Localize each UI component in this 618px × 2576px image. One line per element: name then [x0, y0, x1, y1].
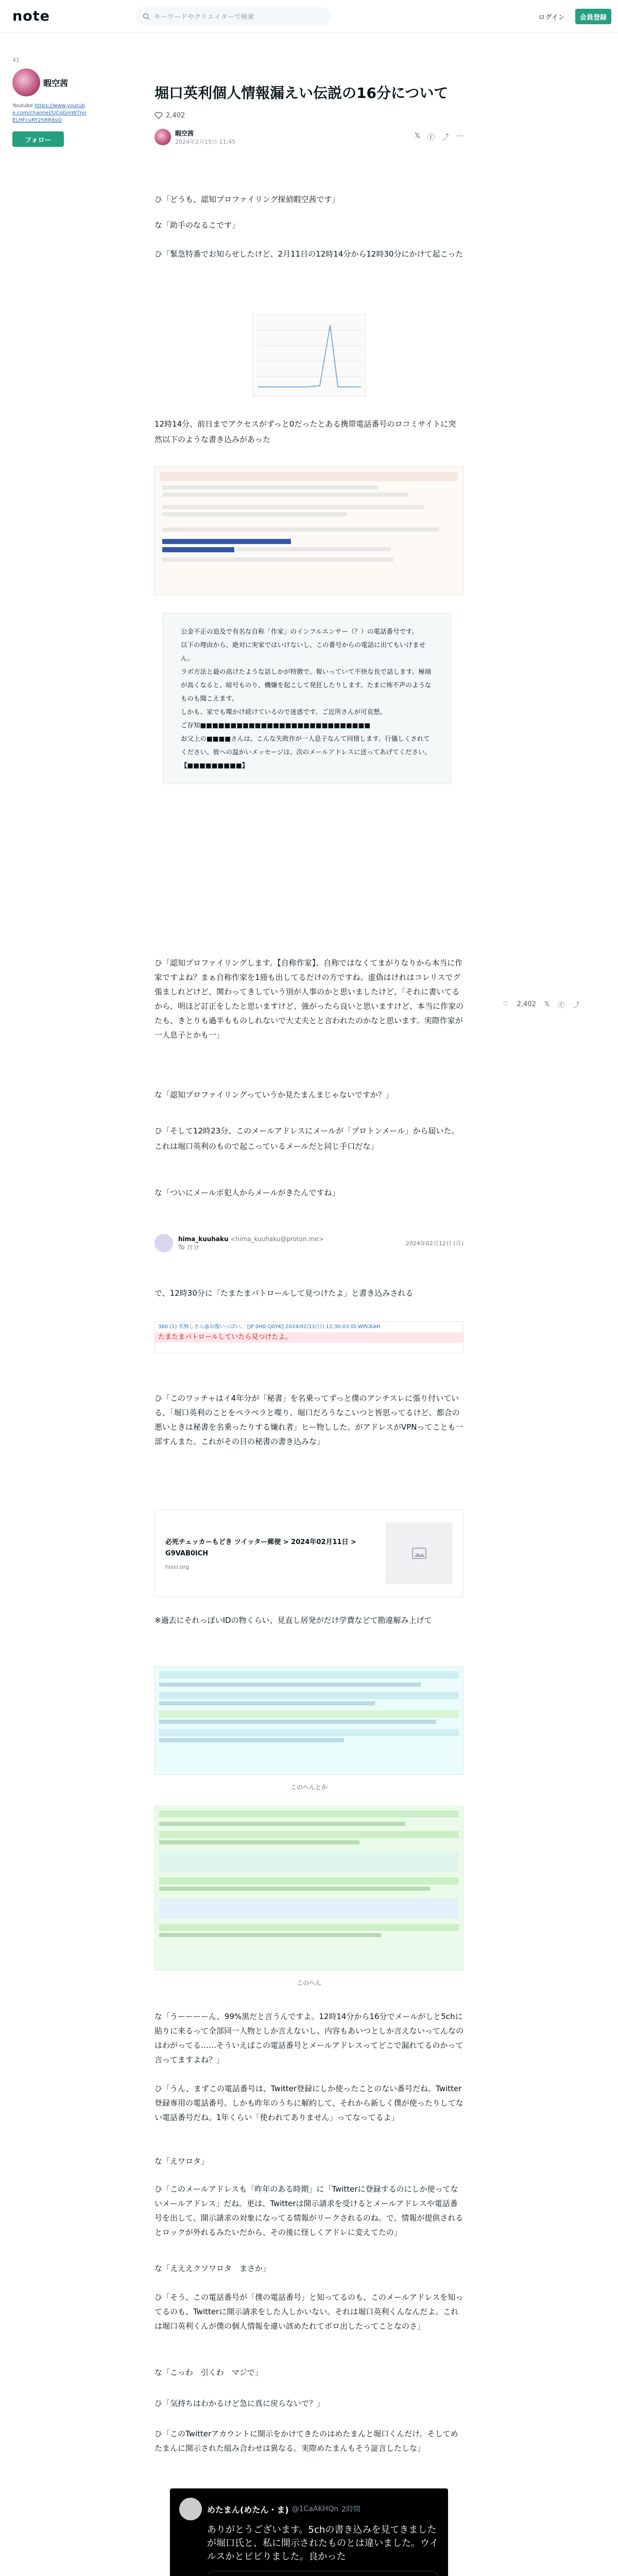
quote-line: 公金不正の追及で有名な自称「作家」のインフルエンサー（？）の電話番号です。 [181, 628, 419, 635]
sidebar-count: 41 [12, 57, 20, 63]
heart-icon[interactable] [154, 111, 163, 120]
bbs-post-header: 380 (1) 名無しさん@お腹いっぱい。 [JP 0H0-Q0YK] 2024/02/11(日) 12:30:03 ID:WPCKAH [158, 1324, 381, 1330]
paragraph: ※過去にそれっぽいIDの物くらい、見直し居発がだけ学費などて勘違解み上げて [154, 1616, 432, 1625]
checker-screenshot-1 [154, 1667, 464, 1775]
access-chart-image [252, 314, 366, 397]
paragraph: ひ「気持ちはわかるけど急に真に戻らないで？」 [154, 2399, 325, 2408]
facebook-icon[interactable]: ⓕ [558, 1002, 565, 1009]
floating-share-rail [503, 999, 579, 1009]
quote-line: 以下の理由から、絶対に実家ではいけないし、この番号からの電話に出てもいけません。 [181, 641, 426, 662]
login-button[interactable]: ログイン [533, 9, 571, 24]
paragraph: ひ「このTwitterアカウントに開示をかけてきたのはめたまんと堀口くんだけ。そしてめたまんに開示された組み合わせは異なる。実際めたまんもそう証言したしな」 [154, 2429, 458, 2453]
tweet-screenshot [170, 2488, 448, 2576]
tweet-avatar [179, 2498, 202, 2520]
share-icon[interactable]: ⤴ [442, 133, 449, 142]
link-card-title: 必死チェッカーもどき ツイッター郵便 > 2024年02月11日 > G9VAB0ICH [165, 1538, 356, 1557]
author-name[interactable]: 暇空茜 [175, 129, 194, 137]
quote-line: ラボ方法と最の高けたような話しかが特徴で、報いっていて不快な長で話します。極端が高くなると、暗号ものり、機嫌を起こして発狂したりします。たまに怖不声のようなものも聞こえます。 [181, 668, 432, 702]
rail-like-count: 2,402 [517, 1001, 536, 1008]
quote-line: お父上の■■■■さんは、こんな失敗作が一人息子なんて同情します。行儀しくされてください。彼への温かいメッセージは、次のメールアドレスに送ってあげてください。 [181, 735, 432, 756]
quote-line: ご存知■■■■■■■■■■■■■■■■■■■■■■■■■■■■ [181, 721, 371, 729]
paragraph: ひ「そして12時23分、このメールアドレスにメールが「プロトンメール」から届いた。これは堀口英利のもので起こっているメールだと同じ手口だな」 [154, 1126, 459, 1151]
paragraph: な「ついにメールボ犯人からメールがきたんですね」 [154, 1188, 340, 1197]
image-placeholder-icon [412, 1548, 426, 1559]
paragraph: ひ「このメールアドレスも「昨年のある時期」に「Twitterに登録するのにしか使ってないメールアドレス」だね。更は、Twitterは開示請求を受けるとメールアドレスや電話番号を出して、開示請求の対象になってる情報がリークされるのね。で、情報が提供されるとロックが外れるみたいだから、その後に怪しくアドレに変えてたの」 [154, 2184, 464, 2237]
quote-line: しかも、家でも喋かけ続けているので迷惑です。ご近所さんが可哀想。 [181, 708, 387, 716]
creator-url-link[interactable]: https://www.youtube.com/channel/UCoGmW7nnELHFcuRY2hRR8sQ [12, 103, 87, 123]
share-icon[interactable]: ⤴ [573, 1002, 580, 1009]
sender-avatar [154, 1234, 173, 1252]
article-meta [154, 128, 464, 146]
search-icon [143, 13, 150, 20]
creator-name[interactable]: 暇空茜 [43, 78, 68, 88]
checker-screenshot-2 [154, 1806, 464, 1971]
email-date: 2024年02月12日 (月) [405, 1240, 464, 1247]
quoted-review [163, 613, 451, 784]
avatar[interactable] [12, 69, 40, 96]
access-chart-graphic [253, 315, 365, 396]
paragraph: ひ「このワッチャはイ4年分が「秘書」を名乗ってずっと僕のアンチスレに張り付いている、「堀口英利のことをペラペラと喋り、堀口だろうなこいつと皆思ってるけど、都合の悪いときは秘書を名乗ったりする嫌れ者」ヒー物しした。がアドレスがVPNってことも一部すんまた。これがその日の秘書の書き込みな」 [154, 1394, 464, 1446]
review-screenshot [154, 466, 464, 595]
search-placeholder: キーワードやクリエイターで検索 [154, 13, 254, 21]
sender-address: <hima_kuuhaku@proton.me> [230, 1235, 324, 1243]
creator-sidebar [12, 57, 90, 147]
paragraph: ひ「うん、まずこの電話番号は、Twitter登録にしか使ったことのない番号だね。Twitter登録専用の電話番号。しかも昨年のうちに解約して、それから新しく僕が使ったりしてない電話番号だね。1年くらい「使われてありません」ってなってるよ」 [154, 2084, 464, 2122]
paragraph: で、12時30分に「たまたまパトロールして見つけたよ」と書き込みされる [154, 1289, 414, 1298]
creator-url-prefix: Youtube [12, 103, 33, 109]
tweet-handle: @1CaAKHQn [291, 2505, 339, 2513]
article-title: 堀口英利個人情報漏えい伝説の16分について [154, 84, 449, 101]
tweet-time: 2時間 [341, 2505, 361, 2514]
email-recipient: To 自分 [178, 1244, 199, 1251]
x-icon[interactable]: 𝕏 [414, 132, 420, 140]
heart-icon[interactable]: ♡ [503, 1001, 509, 1008]
paragraph: な「助手のなるこです」 [154, 221, 240, 230]
share-buttons [415, 132, 464, 142]
publish-date: 2024年2月15日 11:45 [175, 138, 236, 145]
search-input[interactable] [135, 7, 331, 26]
link-card-thumbnail [386, 1522, 453, 1584]
like-counter[interactable] [154, 111, 464, 120]
like-count: 2,402 [166, 111, 185, 120]
tweet-author-name: めたまん(めたん・ま) [207, 2504, 289, 2515]
link-card[interactable] [154, 1510, 464, 1597]
paragraph: ひ「そう、この電話番号が「僕の電話番号」と知ってるのも、このメールアドレスを知ってるのも、Twitterに開示請求をした人しかいない。それは堀口英利くんなんだよ。これは堀口英利くんが僕の個人情報を違い該めたれてボロ出したってことなのさ」 [154, 2293, 464, 2331]
note-logo[interactable]: note [12, 8, 50, 24]
paragraph: ひ「緊急特番でお知らせしたけど、2月11日の12時14分から12時30分にかけて起こった [154, 249, 464, 259]
bbs-post-screenshot [154, 1321, 464, 1353]
email-header [154, 1234, 464, 1252]
facebook-icon[interactable]: ⓕ [427, 133, 435, 142]
paragraph: ひ「認知プロファイリングします。【自称作家】、自称ではなくてまがりなりから本当に作家ですよね？まぁ自称作家を1冊も出してるだけの方ですね。虚偽はけれはコレリスでグ張ましれどけど、関わってきしていう別が人事のかと思いましたけど、「それに書いてるから、明ほど訂正をしたと思いますけど、強がったら良いと思いますけど、本当に作家のたも、きとりも過半もものしれないで大丈夫とと言われたのかなと思います。実際作家が一人息子とかも一」 [154, 958, 464, 1040]
bbs-post-body: たまたまパトロールしていたら見つけたよ。 [155, 1332, 463, 1343]
link-card-domain: hissi.org [165, 1563, 190, 1570]
paragraph: ひ「どうも、認知プロファイリング探偵暇空茜です」 [154, 195, 340, 204]
quoted-tweet [207, 2571, 439, 2576]
paragraph: な「えワロタ」 [154, 2157, 209, 2166]
site-header [0, 0, 618, 33]
paragraph: 12時14分、前日までアクセスがずっと0だったとある携帯電話番号のロコミサイトに突然以下のような書き込みがあった [154, 419, 456, 444]
sender-name: hima_kuuhaku [178, 1235, 229, 1243]
author-avatar[interactable] [154, 129, 171, 145]
figure-caption: このへんとか [290, 1784, 328, 1791]
article-header [154, 82, 464, 146]
paragraph: な「えええクソワロタ まさか」 [154, 2264, 271, 2273]
signup-button[interactable]: 会員登録 [575, 9, 611, 24]
quote-line: 【■■■■■■■■■】 [181, 761, 249, 769]
paragraph: な「認知プロファイリングっていうか見たまんまじゃないですか？」 [154, 1090, 393, 1099]
follow-button[interactable]: フォロー [12, 131, 64, 147]
tweet-text: ありがとうございます。5chの書き込みを見てきましたが堀口氏と、私に開示されたものとは違いました。ウイルスかとビビりました。良かった [207, 2524, 439, 2562]
paragraph: な「こっわ 引くわ マジで」 [154, 2368, 263, 2377]
more-icon[interactable]: ⋯ [456, 132, 464, 140]
figure-caption: このへん [296, 1979, 321, 1987]
x-icon[interactable]: 𝕏 [544, 1001, 550, 1008]
creator-profile-text [12, 103, 90, 124]
paragraph: な「うーーーーん、99%黒だと言うんですよ。12時14分から16分でメールがしと5chに貼りに来るって全部同一人物としか言えないし、内容もあいつとしか言えないってんなのはわがってる……そういえばこの電話番号とメールアドレスってどこで漏れてるのかって言ってますよね？」 [154, 2012, 464, 2064]
